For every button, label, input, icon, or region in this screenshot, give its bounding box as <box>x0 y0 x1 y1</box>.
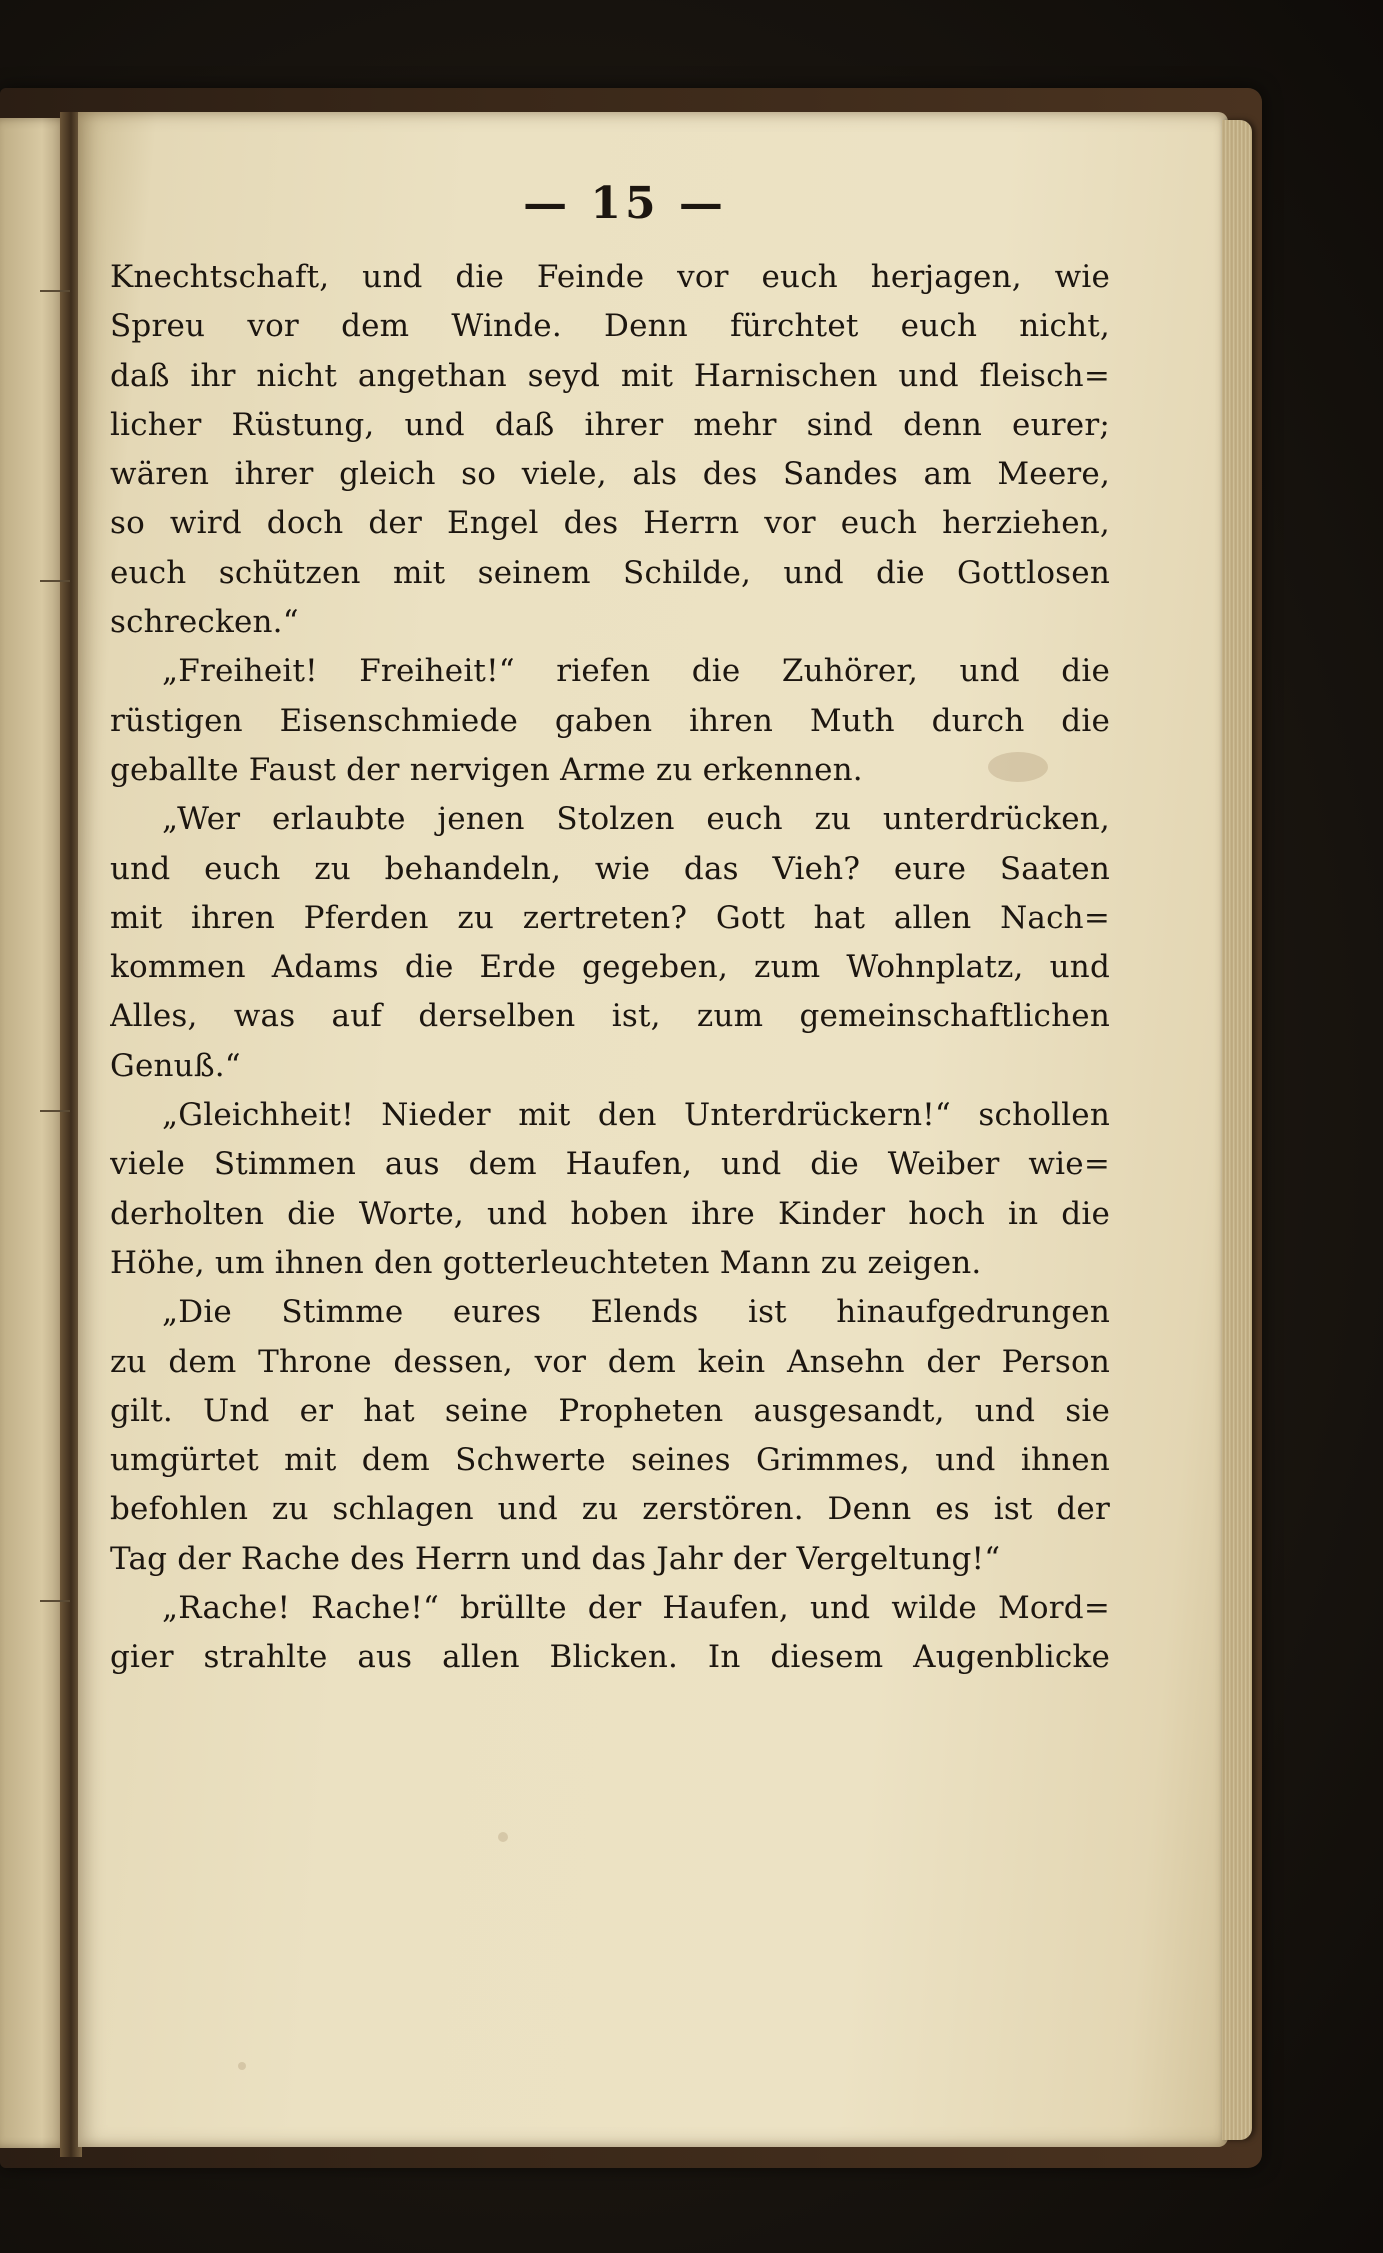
text-line: schrecken.“ <box>110 604 299 641</box>
text-line: Knechtschaft, und die Feinde vor euch herjagen, wie <box>110 259 1110 295</box>
text-line: befohlen zu schlagen und zu zerstören. Denn es ist der <box>110 1491 1110 1528</box>
text-line: „Die Stimme eures Elends ist hinaufgedrungen <box>162 1294 1110 1331</box>
page-text <box>110 178 1110 1683</box>
text-line: Alles, was auf derselben ist, zum gemeinschaftlichen <box>110 998 1110 1035</box>
text-line: derholten die Worte, und hoben ihre Kinder hoch in die <box>110 1195 1110 1232</box>
text-line: gilt. Und er hat seine Propheten ausgesandt, und sie <box>110 1392 1110 1429</box>
text-line: und euch zu behandeln, wie das Vieh? eure Saaten <box>110 850 1110 887</box>
text-line: viele Stimmen aus dem Haufen, und die Weiber wie= <box>110 1146 1110 1183</box>
text-line: Genuß.“ <box>110 1047 241 1084</box>
margin-mark <box>40 290 70 292</box>
page-stack-edge <box>1222 120 1252 2140</box>
text-line: umgürtet mit dem Schwerte seines Grimmes, und ihnen <box>110 1442 1110 1479</box>
text-line: „Rache! Rache!“ brüllte der Haufen, und wilde Mord= <box>162 1590 1110 1627</box>
text-line: Höhe, um ihnen den gotterleuchteten Mann zu zeigen. <box>110 1244 982 1281</box>
text-line: mit ihren Pferden zu zertreten? Gott hat allen Nach= <box>110 899 1110 936</box>
text-line: zu dem Throne dessen, vor dem kein Ansehn der Person <box>110 1343 1110 1380</box>
paper-spot <box>238 2062 246 2070</box>
paper-spot <box>498 1832 508 1842</box>
margin-mark <box>40 1110 70 1112</box>
text-line: „Wer erlaubte jenen Stolzen euch zu unterdrücken, <box>162 801 1110 838</box>
text-line: „Freiheit! Freiheit!“ riefen die Zuhörer, und die <box>162 653 1110 690</box>
text-line: rüstigen Eisenschmiede gaben ihren Muth durch die <box>110 702 1110 739</box>
page-number: — 15 — <box>523 178 727 229</box>
text-line: gier strahlte aus allen Blicken. In diesem Augenblicke <box>110 1639 1110 1676</box>
margin-mark <box>40 580 70 582</box>
text-line: Tag der Rache des Herrn und das Jahr der Vergeltung!“ <box>110 1540 1001 1577</box>
text-line: so wird doch der Engel des Herrn vor euch herziehen, <box>110 505 1110 542</box>
margin-mark <box>40 1600 70 1602</box>
text-lines <box>110 253 1110 1683</box>
text-line: euch schützen mit seinem Schilde, und die Gottlosen <box>110 554 1110 591</box>
text-line: geballte Faust der nervigen Arme zu erkennen. <box>110 751 863 788</box>
text-line: kommen Adams die Erde gegeben, zum Wohnplatz, und <box>110 949 1110 986</box>
text-line: „Gleichheit! Nieder mit den Unterdrückern!“ schollen <box>162 1097 1110 1134</box>
text-line: wären ihrer gleich so viele, als des Sandes am Meere, <box>110 456 1110 493</box>
text-line: licher Rüstung, und daß ihrer mehr sind denn eurer; <box>110 406 1110 443</box>
text-line: Spreu vor dem Winde. Denn fürchtet euch nicht, <box>110 308 1110 345</box>
text-line: daß ihr nicht angethan seyd mit Harnischen und fleisch= <box>110 357 1110 394</box>
